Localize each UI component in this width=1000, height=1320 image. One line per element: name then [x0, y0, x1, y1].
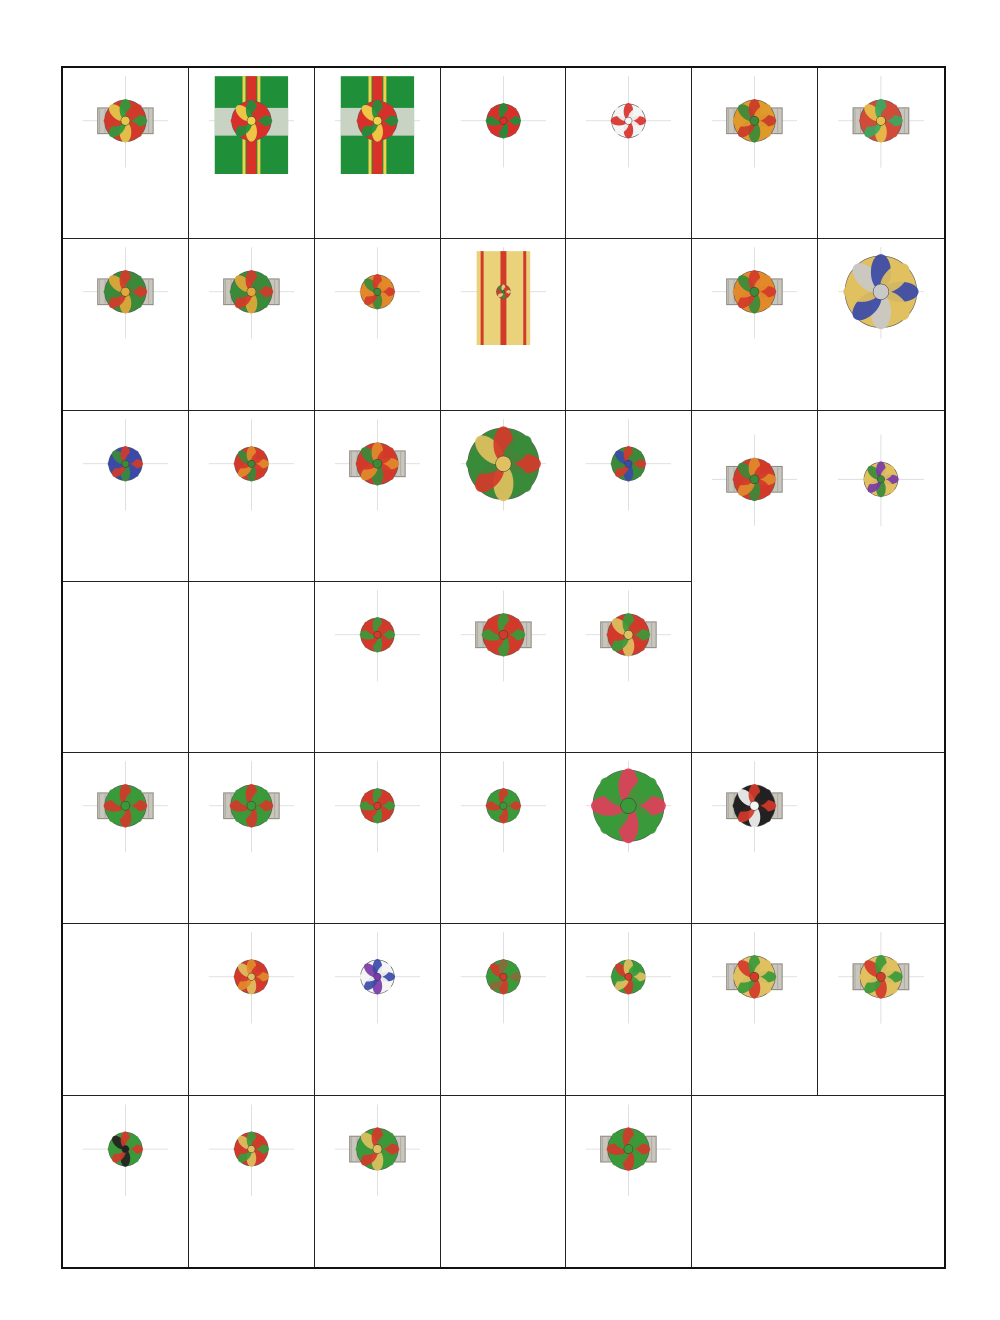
small-rosette-icon: [441, 753, 566, 859]
large-rosette-icon: [441, 411, 566, 517]
medal-cell: [566, 753, 692, 924]
ribbon-strip-with-rosette-icon: [441, 239, 566, 345]
medal-cell: [566, 411, 692, 582]
small-rosette-icon: [63, 1096, 188, 1202]
medal-cell: [315, 239, 441, 410]
medal-cell: [818, 68, 944, 239]
rosette-on-ribbon-bar-icon: [189, 753, 314, 859]
small-rosette-icon: [315, 924, 440, 1030]
empty-cell: [566, 239, 692, 410]
rosette-on-ribbon-bar-icon: [566, 1096, 691, 1202]
medal-cell: [441, 411, 567, 582]
rosette-on-ribbon-bar-icon: [566, 582, 691, 688]
medal-cell: [189, 924, 315, 1095]
medal-cell: [818, 924, 944, 1095]
medal-cell: [692, 753, 818, 924]
small-rosette-icon: [189, 1096, 314, 1202]
small-rosette-icon: [189, 924, 314, 1030]
medal-cell: [63, 1096, 189, 1267]
rosette-on-ribbon-bar-icon: [441, 582, 566, 688]
medal-cell: [566, 1096, 692, 1267]
small-rosette-icon: [441, 68, 566, 174]
large-rosette-icon: [818, 239, 944, 345]
medal-cell: [692, 239, 818, 410]
medal-cell: [818, 411, 944, 754]
rosette-on-ribbon-icon: [189, 68, 314, 174]
medal-cell: [441, 239, 567, 410]
small-rosette-icon: [315, 582, 440, 688]
medal-grid: [61, 66, 946, 1269]
small-rosette-icon: [566, 924, 691, 1030]
medal-cell: [818, 239, 944, 410]
medal-cell: [189, 411, 315, 582]
small-rosette-icon: [566, 411, 691, 517]
medal-cell: [189, 1096, 315, 1267]
rosette-on-ribbon-bar-icon: [818, 68, 944, 174]
medal-cell: [63, 239, 189, 410]
footer-copyright: [964, 1282, 978, 1305]
rosette-on-ribbon-icon: [315, 68, 440, 174]
medal-cell: [692, 924, 818, 1095]
rosette-on-ribbon-bar-icon: [315, 411, 440, 517]
small-rosette-icon: [63, 411, 188, 517]
empty-cell: [63, 924, 189, 1095]
medal-cell: [566, 68, 692, 239]
empty-cell: [818, 753, 944, 924]
medal-cell: [692, 68, 818, 239]
rosette-on-ribbon-bar-icon: [692, 239, 817, 345]
medal-cell: [566, 582, 692, 753]
empty-cell: [441, 1096, 567, 1267]
rosette-on-ribbon-bar-icon: [63, 68, 188, 174]
rosette-on-ribbon-bar-icon: [63, 239, 188, 345]
medal-cell: [189, 68, 315, 239]
rosette-on-ribbon-bar-icon: [692, 68, 817, 174]
rosette-on-ribbon-bar-icon: [315, 1096, 440, 1202]
rosette-on-ribbon-bar-icon: [63, 753, 188, 859]
small-rosette-icon: [566, 68, 691, 174]
rosette-on-ribbon-bar-icon: [818, 924, 944, 1030]
small-rosette-icon: [441, 924, 566, 1030]
empty-cell: [63, 582, 189, 753]
medal-cell: [189, 239, 315, 410]
medal-cell: [315, 753, 441, 924]
medal-cell: [566, 924, 692, 1095]
rosette-on-ribbon-bar-icon: [692, 753, 817, 859]
medal-cell: [441, 924, 567, 1095]
medal-cell: [315, 68, 441, 239]
rosette-on-ribbon-bar-icon: [692, 411, 817, 548]
medal-cell: [315, 411, 441, 582]
rosette-on-ribbon-bar-icon: [189, 239, 314, 345]
medal-cell: [189, 753, 315, 924]
small-rosette-icon: [315, 753, 440, 859]
medal-cell: [441, 68, 567, 239]
medal-cell: [63, 411, 189, 582]
medal-cell: [692, 411, 818, 754]
small-rosette-icon: [315, 239, 440, 345]
medal-cell: [63, 753, 189, 924]
small-rosette-icon: [189, 411, 314, 517]
medal-cell: [441, 582, 567, 753]
medal-cell: [315, 1096, 441, 1267]
medal-cell: [315, 582, 441, 753]
small-rosette-icon: [818, 411, 944, 548]
rosette-on-ribbon-bar-icon: [692, 924, 817, 1030]
empty-cell: [189, 582, 315, 753]
medal-cell: [63, 68, 189, 239]
large-rosette-icon: [566, 753, 691, 859]
medal-cell: [441, 753, 567, 924]
medal-cell: [315, 924, 441, 1095]
